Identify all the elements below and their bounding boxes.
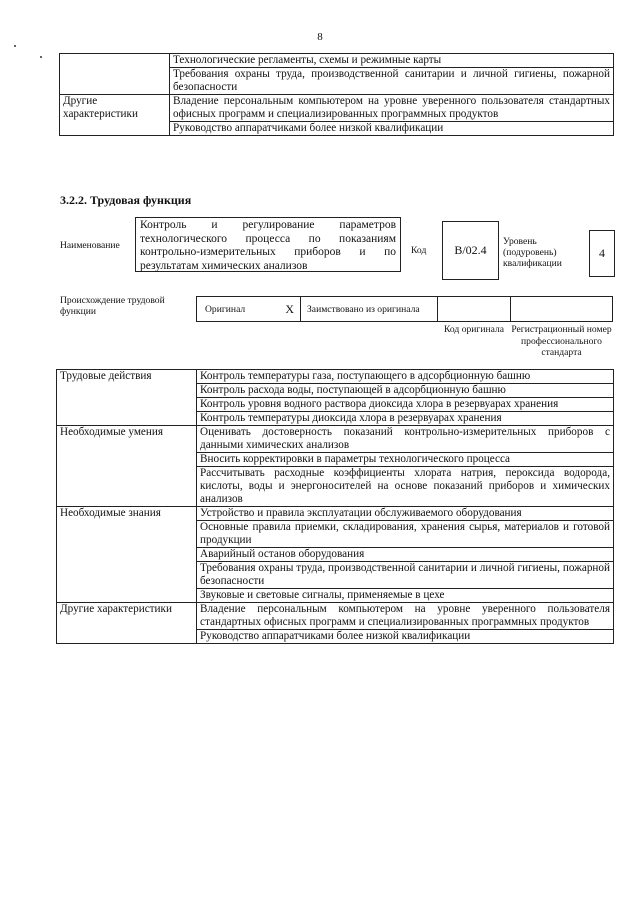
row-item: Владение персональным компьютером на уровне уверенного пользователя стандартных офисных программ и специализированных программных продуктов	[170, 95, 614, 122]
code-value: B/02.4	[442, 221, 499, 280]
table-row	[60, 54, 614, 68]
name-value: Контроль и регулирование параметров технологического процесса по показаниям контрольно-измерительных приборов и по результатам химических анализов	[135, 217, 401, 272]
row-label: Другие характеристики	[60, 95, 170, 136]
reg-number-cell	[510, 296, 613, 322]
row-label	[60, 54, 170, 95]
row-label: Необходимые знания	[57, 507, 197, 603]
row-label: Необходимые умения	[57, 426, 197, 507]
row-item: Руководство аппаратчиками более низкой квалификации	[197, 630, 614, 644]
row-item: Устройство и правила эксплуатации обслуживаемого оборудования	[197, 507, 614, 521]
original-label: Оригинал	[205, 303, 246, 315]
table-row	[57, 370, 614, 384]
row-item: Вносить корректировки в параметры технологического процесса	[197, 453, 614, 467]
section-title: 3.2.2. Трудовая функция	[60, 193, 192, 207]
row-item: Рассчитывать расходные коэффициенты хлората натрия, пероксида водорода, кислоты, воды и энергоносителей на основе показаний приборов и химических анализов	[197, 467, 614, 507]
code-label: Код	[411, 245, 427, 256]
row-label: Трудовые действия	[57, 370, 197, 426]
level-value: 4	[589, 230, 615, 277]
row-label: Другие характеристики	[57, 603, 197, 644]
row-item: Владение персональным компьютером на уровне уверенного пользователя стандартных офисных программ и специализированных программных продуктов	[197, 603, 614, 630]
scan-speck	[40, 56, 42, 58]
level-label: Уровень (подуровень) квалификации	[503, 236, 562, 269]
row-item: Контроль расхода воды, поступающей в адсорбционную башню	[197, 384, 614, 398]
reg-number-caption: Регистрационный номер профессионального стандарта	[511, 324, 612, 358]
row-item: Требования охраны труда, производственной санитарии и личной гигиены, пожарной безопасности	[197, 562, 614, 589]
table-row	[57, 603, 614, 630]
code-original-caption: Код оригинала	[443, 324, 505, 335]
table-row	[57, 507, 614, 521]
original-mark: X	[285, 301, 294, 316]
row-item: Оценивать достоверность показаний контрольно-измерительных приборов с данными химических анализов	[197, 426, 614, 453]
borrowed-cell: Заимствовано из оригинала	[300, 296, 438, 322]
page-number: 8	[317, 31, 323, 43]
original-cell	[196, 296, 301, 322]
row-item: Контроль уровня водного раствора диоксида хлора в резервуарах хранения	[197, 398, 614, 412]
scan-speck	[14, 45, 16, 47]
origin-label: Происхождение трудовой функции	[60, 295, 165, 317]
main-table	[56, 369, 614, 644]
top-table	[59, 53, 614, 136]
row-item: Звуковые и световые сигналы, применяемые в цехе	[197, 589, 614, 603]
row-item: Требования охраны труда, производственной санитарии и личной гигиены, пожарной безопасности	[170, 68, 614, 95]
row-item: Руководство аппаратчиками более низкой квалификации	[170, 122, 614, 136]
row-item: Основные правила приемки, складирования, хранения сырья, материалов и готовой продукции	[197, 521, 614, 548]
code-original-cell	[437, 296, 511, 322]
row-item: Контроль температуры газа, поступающего в адсорбционную башню	[197, 370, 614, 384]
table-row	[57, 426, 614, 453]
table-row	[60, 95, 614, 122]
row-item: Аварийный останов оборудования	[197, 548, 614, 562]
row-item: Технологические регламенты, схемы и режимные карты	[170, 54, 614, 68]
row-item: Контроль температуры диоксида хлора в резервуарах хранения	[197, 412, 614, 426]
name-label: Наименование	[60, 240, 120, 251]
